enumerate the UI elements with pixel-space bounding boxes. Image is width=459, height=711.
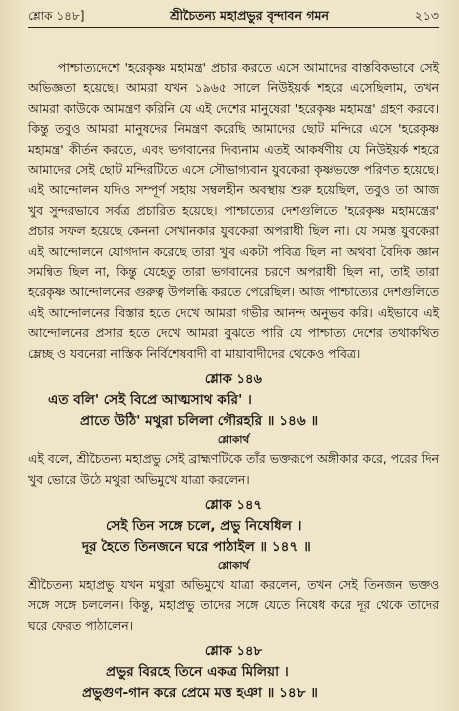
purport-paragraph: পাশ্চাত্যদেশে 'হরেকৃষ্ণ মহামন্ত্র' প্রচার করতে এসে আমাদের বাস্তবিকভাবে সেই অভিজ্ঞতা হয়েছে। আমরা যখন ১৯৬৫ সালে নিউইয়র্ক শহরে এসেছিলাম, তখন আমরা কাউকে আমন্ত্রণ করিনি যে এই দেশের মানুষেরা 'হরেকৃষ্ণ মহামন্ত্র' গ্রহণ করবে। কিন্তু তবুও আমরা মানুষদের নিমন্ত্রণ করেছি আমাদের ছোট মন্দিরে এসে 'হরেকৃষ্ণ মহামন্ত্র' কীর্তন করতে, এবং ভগবানের দিব্যনাম এতই আকর্ষণীয় যে নিউইয়র্ক শহরে আমাদের সেই ছোট মন্দিরটিতে এসে সৌভাগ্যবান যুবকেরা কৃষ্ণভক্তে পরিণত হয়েছে। এই আন্দোলন যদিও সম্পূর্ণ সহায় সম্বলহীন অবস্থায় শুরু হয়েছিল, তবুও তা আজ খুব সুন্দরভাবে সর্বত্র প্রচারিত হয়েছে। পাশ্চাত্যের দেশগুলিতে 'হরেকৃষ্ণ মহামন্ত্রের' প্রচার সফল হয়েছে কেননা সেখানকার যুবকেরা অপরাধী ছিল না। যে সমস্ত যুবকেরা এই আন্দোলনে যোগদান করেছে তারা খুব একটা পবিত্র ছিল না অথবা বৈদিক জ্ঞান সমন্বিত ছিল না, কিন্তু যেহেতু তারা ভগবানের চরণে অপরাধী ছিল না, তাই তারা হরেকৃষ্ণ আন্দোলনের গুরুত্ব উপলব্ধি করতে পেরেছিল। আজ পাশ্চাত্যের দেশগুলিতে এই আন্দোলনের বিস্তার হতে দেখে আমরা গভীর আনন্দ অনুভব করি। এইভাবে এই আন্দোলনের প্রসার হতে দেখে আমরা বুঝতে পারি যে পাশ্চাত্য দেশের তথাকথিত ম্লেচ্ছ ও যবনেরা নাস্তিক নির্বিশেষবাদী বা মায়াবাদীদের থেকেও পবিত্র।	[28, 61, 439, 361]
verse-146-translation: এই বলে, শ্রীচৈতন্য মহাপ্রভু সেই ব্রাহ্মণটিকে তাঁর ভক্তরূপে অঙ্গীকার করে, পরের দিন খুব ভোরে উঠে মথুরা অভিমুখে যাত্রা করলেন।	[28, 452, 439, 487]
page-body	[28, 58, 439, 704]
verse-146-line-2: প্রাতে উঠি' মথুরা চলিলা গৌরহরি ॥ ১৪৬ ॥	[80, 413, 319, 430]
verse-148-heading: শ্লোক ১৪৮	[204, 644, 263, 660]
page-number: ২১৩	[414, 8, 439, 23]
verse-147-translation: শ্রীচৈতন্য মহাপ্রভু যখন মথুরা অভিমুখে যাত্রা করলেন, তখন সেই তিনজন ভক্তও সঙ্গে সঙ্গে চললেন। কিন্তু, মহাপ্রভু তাদের সঙ্গে যেতে নিষেধ করে দূর থেকে তাদের ঘরে ফেরত পাঠালেন।	[28, 577, 439, 633]
header-verse-ref: শ্লোক ১৪৮]	[28, 9, 85, 23]
verse-148-line-2: প্রভুগুণ-গান করে প্রেমে মত্ত হঞা ॥ ১৪৮ ॥	[82, 685, 318, 702]
verse-146-line-1: এত বলি' সেই বিপ্রে আত্মসাথ করি' ।	[48, 392, 252, 409]
verse-148-line-1: প্রভুর বিরহে তিনে একত্র মিলিয়া ।	[106, 664, 289, 681]
verse-146-translation-label: শ্লোকার্থ	[217, 434, 250, 447]
verse-147-heading: শ্লোক ১৪৭	[204, 497, 263, 513]
verse-147-translation-label: শ্লোকার্থ	[217, 559, 250, 572]
verse-146-heading: শ্লোক ১৪৬	[204, 372, 263, 388]
verse-147-line-1: সেই তিন সঙ্গে চলে, প্রভু নিষেধিল ।	[106, 517, 302, 534]
verse-147-line-2: দূর হৈতে তিনজনে ঘরে পাঠাইল ॥ ১৪৭ ॥	[82, 538, 311, 555]
header-chapter-title: শ্রীচৈতন্য মহাপ্রভুর বৃন্দাবন গমন	[170, 8, 329, 23]
running-header	[28, 8, 439, 28]
